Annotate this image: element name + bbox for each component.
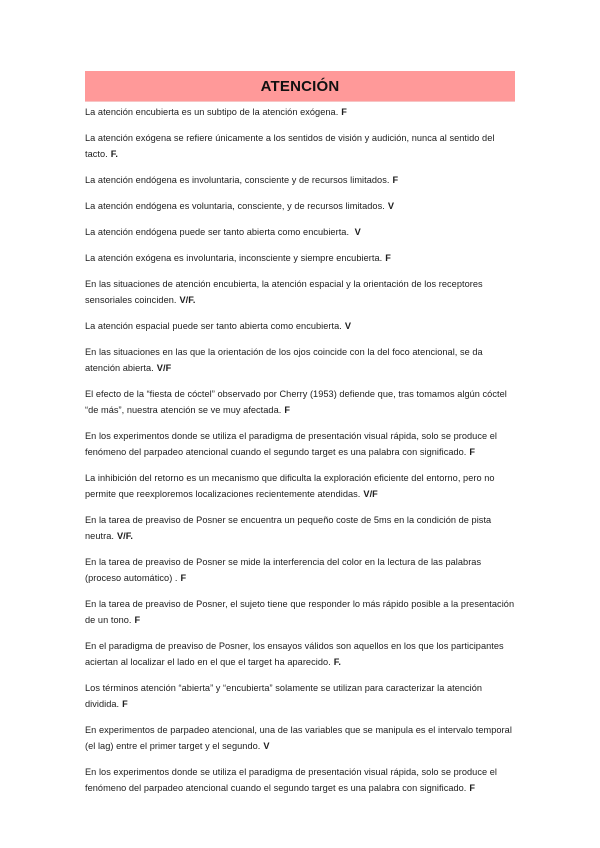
statement-item <box>85 470 515 502</box>
statement-answer: F <box>180 573 187 583</box>
statement-answer: V/F. <box>116 531 133 541</box>
statement-item <box>85 638 515 670</box>
title-banner <box>85 71 515 102</box>
statement-answer: F <box>341 107 347 117</box>
statement-text: En el paradigma de preaviso de Posner, los ensayos válidos son aquellos en los que los participantes aciertan al localizar el lado en el que el target ha aparecido. <box>85 641 504 667</box>
statement-answer: F. <box>333 657 342 667</box>
statement-item <box>85 130 515 162</box>
statement-item <box>85 224 515 240</box>
statement-item <box>85 318 515 334</box>
statement-answer: F <box>134 615 141 625</box>
statement-item <box>85 512 515 544</box>
page-title: ATENCIÓN <box>260 77 340 95</box>
statement-answer: V <box>263 741 270 751</box>
statement-answer: V <box>354 227 361 237</box>
statement-text: La atención encubierta es un subtipo de la atención exógena. <box>85 107 339 117</box>
statement-item <box>85 172 515 188</box>
statement-item <box>85 104 515 120</box>
statement-item <box>85 386 515 418</box>
statement-text: En los experimentos donde se utiliza el paradigma de presentación visual rápida, solo se produce el fenómeno del parpadeo atencional cuando el segundo target es una palabra con significado. <box>85 431 497 457</box>
statement-text: La atención espacial puede ser tanto abierta como encubierta. <box>85 321 342 331</box>
statement-text: En experimentos de parpadeo atencional, una de las variables que se manipula es el intervalo temporal (el lag) entre el primer target y el segundo. <box>85 725 512 751</box>
statement-item <box>85 596 515 628</box>
statement-item <box>85 276 515 308</box>
statement-answer: F. <box>110 149 119 159</box>
statement-item <box>85 250 515 266</box>
statement-text: En los experimentos donde se utiliza el paradigma de presentación visual rápida, solo se produce el fenómeno del parpadeo atencional cuando el segundo target es una palabra con significado. <box>85 767 497 793</box>
statement-text: En la tarea de preaviso de Posner, el sujeto tiene que responder lo más rápido posible a la presentación de un tono. <box>85 599 515 625</box>
statement-text: El efecto de la “fiesta de cóctel” observado por Cherry (1953) defiende que, tras tomamos algún cóctel “de más”, nuestra atención se ve muy afectada. <box>85 389 507 415</box>
statement-answer: V/F <box>363 489 378 499</box>
statement-text: Los términos atención “abierta” y “encubierta” solamente se utilizan para caracterizar la atención dividida. <box>85 683 483 709</box>
statement-item <box>85 722 515 754</box>
statement-text: En la tarea de preaviso de Posner se encuentra un pequeño coste de 5ms en la condición de pista neutra. <box>85 515 492 541</box>
document-page <box>85 71 515 806</box>
statement-list <box>85 104 515 796</box>
statement-text: La atención exógena es involuntaria, inconsciente y siempre encubierta. <box>85 253 383 263</box>
statement-answer: V/F. <box>179 295 196 305</box>
statement-answer: F <box>392 175 399 185</box>
statement-text: La inhibición del retorno es un mecanismo que dificulta la exploración eficiente del entorno, pero no permite que reexploremos localizaciones recientemente atendidas. <box>85 473 495 499</box>
statement-answer: F <box>122 699 128 709</box>
statement-text: En las situaciones de atención encubierta, la atención espacial y la orientación de los receptores sensoriales coinciden. <box>85 279 483 305</box>
statement-text: La atención endógena es voluntaria, consciente, y de recursos limitados. <box>85 201 385 211</box>
statement-item <box>85 198 515 214</box>
statement-answer: F <box>469 783 476 793</box>
statement-item <box>85 764 515 796</box>
statement-text: En la tarea de preaviso de Posner se mide la interferencia del color en la lectura de las palabras (proceso automático) . <box>85 557 482 583</box>
statement-answer: V <box>344 321 352 331</box>
statement-answer: F <box>284 405 291 415</box>
statement-answer: V <box>387 201 395 211</box>
statement-answer: F <box>385 253 391 263</box>
statement-text: La atención exógena se refiere únicamente a los sentidos de visión y audición, nunca al sentido del tacto. <box>85 133 495 159</box>
statement-item <box>85 428 515 460</box>
statement-item <box>85 344 515 376</box>
statement-answer: F <box>469 447 476 457</box>
statement-item <box>85 554 515 586</box>
statement-text: La atención endógena es involuntaria, consciente y de recursos limitados. <box>85 175 390 185</box>
statement-item <box>85 680 515 712</box>
statement-text: La atención endógena puede ser tanto abierta como encubierta. <box>85 227 352 237</box>
statement-text: En las situaciones en las que la orientación de los ojos coincide con la del foco atencional, se da atención abierta. <box>85 347 483 373</box>
statement-answer: V/F <box>156 363 172 373</box>
